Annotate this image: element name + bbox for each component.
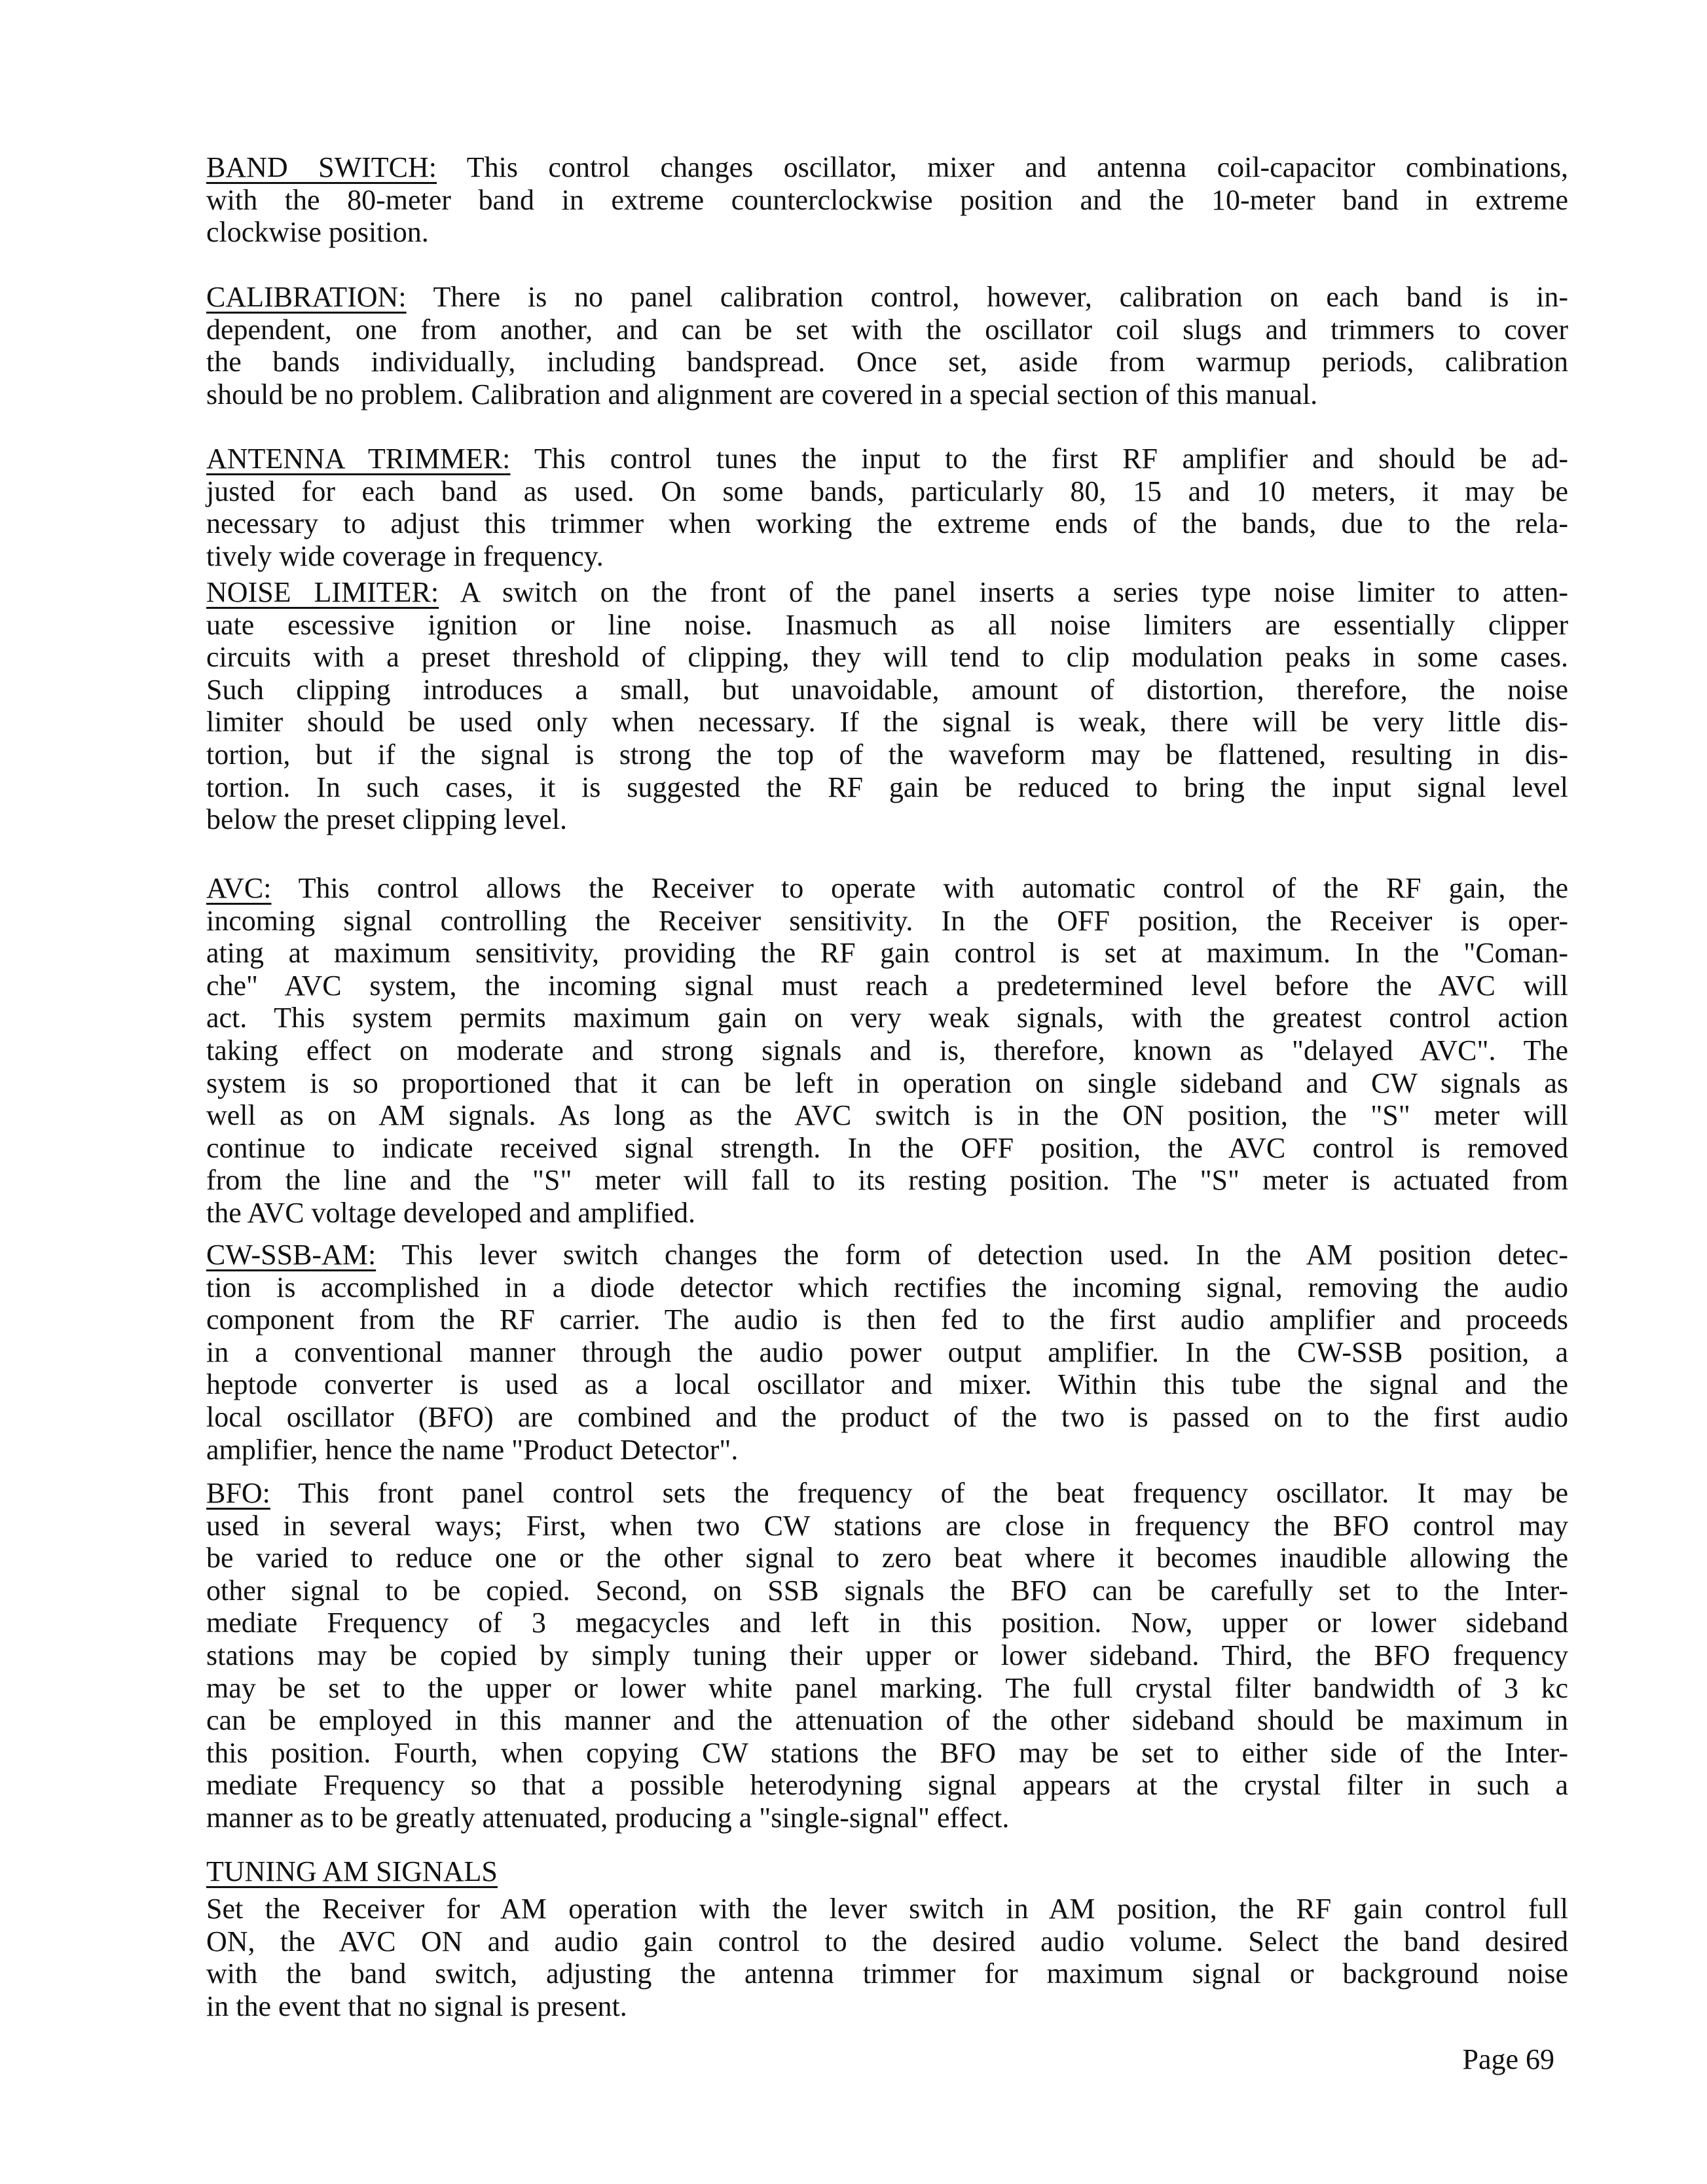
text-line: manner as to be greatly attenuated, producing a "single-signal" effect. [206, 1801, 1010, 1834]
paragraph-text: This lever switch changes the form of detection used. In the AM position detec- [401, 1239, 1568, 1271]
text-line: stations may be copied by simply tuning their upper or lower sideband. Third, the BFO frequency [206, 1639, 1568, 1671]
text-line: can be employed in this manner and the attenuation of the other sideband should be maximum in [206, 1704, 1568, 1737]
text-line: be varied to reduce one or the other signal to zero beat where it becomes inaudible allowing the [206, 1542, 1568, 1574]
text-line: with the band switch, adjusting the antenna trimmer for maximum signal or background noise [206, 1957, 1568, 1990]
text-line [206, 1239, 1568, 1271]
section-cw-ssb-am [206, 1239, 1568, 1466]
text-line: may be set to the upper or lower white panel marking. The full crystal filter bandwidth of 3 kc [206, 1671, 1568, 1704]
section-heading: AVC: [206, 872, 272, 904]
text-line: dependent, one from another, and can be set with the oscillator coil slugs and trimmers to cover [206, 313, 1568, 346]
paragraph-text: This control allows the Receiver to operate with automatic control of the RF gain, the [298, 872, 1568, 904]
text-line: tively wide coverage in frequency. [206, 539, 604, 572]
text-line [206, 281, 1568, 314]
text-line: the bands individually, including bandspread. Once set, aside from warmup periods, calibration [206, 346, 1568, 378]
section-tuning-am-signals [206, 1893, 1568, 2022]
text-line: from the line and the "S" meter will fall to its resting position. The "S" meter is actuated from [206, 1164, 1568, 1197]
section-heading: BAND SWITCH: [206, 151, 437, 183]
text-line: circuits with a preset threshold of clipping, they will tend to clip modulation peaks in some cases. [206, 641, 1568, 674]
text-line: clockwise position. [206, 216, 429, 249]
text-line: this position. Fourth, when copying CW stations the BFO may be set to either side of the Inter- [206, 1736, 1568, 1769]
text-line: tion is accomplished in a diode detector which rectifies the incoming signal, removing the audio [206, 1271, 1568, 1303]
text-line: other signal to be copied. Second, on SSB signals the BFO can be carefully set to the Inter- [206, 1574, 1568, 1607]
text-line: ating at maximum sensitivity, providing the RF gain control is set at maximum. In the "Coman- [206, 937, 1568, 970]
section-heading: NOISE LIMITER: [206, 576, 439, 608]
text-line: well as on AM signals. As long as the AVC switch is in the ON position, the "S" meter will [206, 1099, 1568, 1132]
text-line: Set the Receiver for AM operation with the lever switch in AM position, the RF gain control full [206, 1893, 1568, 1925]
text-line: system is so proportioned that it can be left in operation on single sideband and CW signals as [206, 1066, 1568, 1099]
section-antenna-trimmer [206, 443, 1568, 572]
text-line: ON, the AVC ON and audio gain control to the desired audio volume. Select the band desired [206, 1925, 1568, 1957]
text-line [206, 151, 1568, 184]
text-line [206, 576, 1568, 609]
paragraph-text: A switch on the front of the panel inserts a series type noise limiter to atten- [460, 576, 1569, 608]
section-heading: ANTENNA TRIMMER: [206, 443, 511, 475]
text-line: below the preset clipping level. [206, 803, 568, 836]
paragraph-text: There is no panel calibration control, however, calibration on each band is in- [433, 281, 1568, 313]
text-line: amplifier, hence the name "Product Detector". [206, 1433, 739, 1466]
text-line: local oscillator (BFO) are combined and the product of the two is passed on to the first audio [206, 1400, 1568, 1433]
text-line: continue to indicate received signal strength. In the OFF position, the AVC control is removed [206, 1131, 1568, 1164]
section-band-switch [206, 151, 1568, 249]
text-line: used in several ways; First, when two CW stations are close in frequency the BFO control may [206, 1509, 1568, 1542]
section-heading: CALIBRATION: [206, 281, 407, 313]
text-line: taking effect on moderate and strong signals and is, therefore, known as "delayed AVC". The [206, 1034, 1568, 1066]
text-line [206, 1477, 1568, 1510]
page-number: Page 69 [1462, 2043, 1554, 2075]
tuning-heading-row [206, 1855, 1568, 1888]
text-line: limiter should be used only when necessary. If the signal is weak, there will be very little dis- [206, 706, 1568, 738]
text-line: mediate Frequency of 3 megacycles and left in this position. Now, upper or lower sideband [206, 1607, 1568, 1639]
text-line: che" AVC system, the incoming signal must reach a predetermined level before the AVC will [206, 969, 1568, 1002]
text-line [206, 443, 1568, 475]
text-line: heptode converter is used as a local oscillator and mixer. Within this tube the signal and the [206, 1368, 1568, 1401]
text-line: the AVC voltage developed and amplified. [206, 1196, 696, 1229]
text-line: mediate Frequency so that a possible heterodyning signal appears at the crystal filter in such a [206, 1769, 1568, 1802]
paragraph-text: This front panel control sets the frequency of the beat frequency oscillator. It may be [298, 1477, 1568, 1509]
text-line: incoming signal controlling the Receiver sensitivity. In the OFF position, the Receiver is oper- [206, 904, 1568, 937]
text-line [206, 872, 1568, 905]
paragraph-text: This control tunes the input to the first RF amplifier and should be ad- [534, 443, 1568, 475]
text-line: component from the RF carrier. The audio is then fed to the first audio amplifier and proceeds [206, 1303, 1568, 1336]
text-line: necessary to adjust this trimmer when working the extreme ends of the bands, due to the rela- [206, 507, 1568, 540]
section-noise-limiter [206, 576, 1568, 836]
text-line: tortion. In such cases, it is suggested the RF gain be reduced to bring the input signal level [206, 771, 1568, 803]
section-calibration [206, 281, 1568, 410]
text-line: act. This system permits maximum gain on very weak signals, with the greatest control action [206, 1002, 1568, 1034]
section-heading: CW-SSB-AM: [206, 1239, 376, 1271]
paragraph-text: This control changes oscillator, mixer and antenna coil-capacitor combinations, [466, 151, 1568, 183]
section-avc [206, 872, 1568, 1229]
text-line: uate escessive ignition or line noise. Inasmuch as all noise limiters are essentially clipper [206, 608, 1568, 641]
text-line: justed for each band as used. On some bands, particularly 80, 15 and 10 meters, it may be [206, 475, 1568, 507]
text-line: should be no problem. Calibration and alignment are covered in a special section of this manual. [206, 378, 1318, 410]
section-bfo [206, 1477, 1568, 1834]
text-line: in the event that no signal is present. [206, 1990, 627, 2022]
text-line: Such clipping introduces a small, but unavoidable, amount of distortion, therefore, the noise [206, 673, 1568, 706]
section-heading-tuning-am-signals: TUNING AM SIGNALS [206, 1855, 498, 1887]
text-line: in a conventional manner through the audio power output amplifier. In the CW-SSB position, a [206, 1336, 1568, 1368]
text-line: with the 80-meter band in extreme counterclockwise position and the 10-meter band in extreme [206, 183, 1568, 216]
section-heading: BFO: [206, 1477, 270, 1509]
text-line: tortion, but if the signal is strong the top of the waveform may be flattened, resulting in dis- [206, 738, 1568, 771]
